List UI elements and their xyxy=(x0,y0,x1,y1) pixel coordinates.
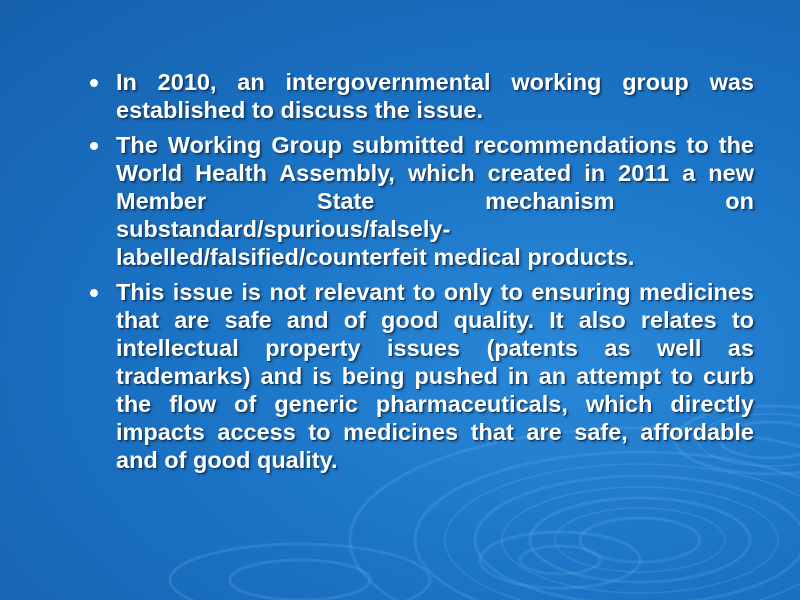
bullet-text: The Working Group submitted recommendations to the World Health Assembly, which created in 2011 a new Member State mechanism on substandard/spurious/falsely-labelled/falsified/counterfeit medical products. xyxy=(116,132,754,270)
bullet-list xyxy=(86,68,754,474)
bullet-dot-icon xyxy=(90,142,98,150)
slide-body xyxy=(86,68,754,481)
bullet-item-1 xyxy=(86,68,754,124)
bullet-dot-icon xyxy=(90,289,98,297)
bullet-dot-icon xyxy=(90,79,98,87)
bullet-item-3 xyxy=(86,278,754,474)
bullet-text: In 2010, an intergovernmental working group was established to discuss the issue. xyxy=(116,69,754,123)
bullet-item-2 xyxy=(86,131,754,271)
bullet-text: This issue is not relevant to only to ensuring medicines that are safe and of good quality. It also relates to intellectual property issues (patents as well as trademarks) and is being pushed in an attempt to curb the flow of generic pharmaceuticals, which directly impacts access to medicines that are safe, affordable and of good quality. xyxy=(116,279,754,473)
